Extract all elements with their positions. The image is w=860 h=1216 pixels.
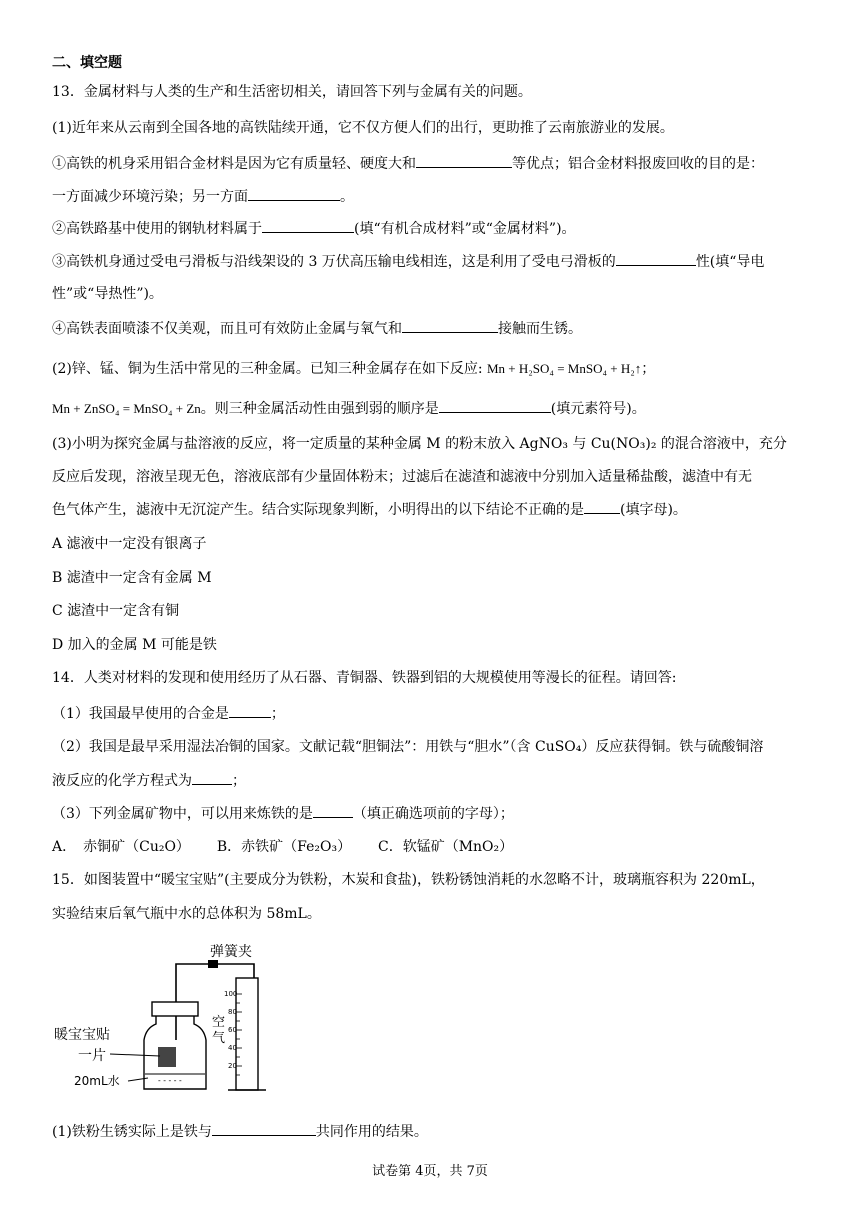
q13-item3-line2: 性”或“导热性”)。 — [52, 286, 163, 302]
experiment-apparatus-figure — [48, 944, 288, 1096]
reaction-equation-2: Mn + ZnSO₄ = MnSO₄ + Zn — [52, 401, 201, 416]
svg-text:60: 60 — [228, 1026, 237, 1034]
q14-option-b: B．赤铁矿（Fe₂O₃） — [216, 839, 352, 855]
q13-part3-line3: 色气体产生，滤液中无沉淀产生。结合实际现象判断，小明得出的以下结论不正确的是 (填字母)。 — [52, 499, 812, 520]
clamp-label: 弹簧夹 — [210, 944, 252, 960]
q14-part2-line1: （2）我国是最早采用湿法冶铜的国家。文献记载“胆铜法”：用铁与“胆水”（含 CuSO₄）反应获得铜。铁与硫酸铜溶 — [52, 739, 764, 755]
q13-option-c: C 滤渣中一定含有铜 — [52, 603, 180, 619]
q13-option-d: D 加入的金属 M 可能是铁 — [52, 637, 217, 653]
q14-part2-line2: 液反应的化学方程式为 ； — [52, 770, 812, 791]
q14-option-a: A． 赤铜矿（Cu₂O） — [52, 839, 190, 855]
water-label: 20mL水 — [74, 1074, 120, 1088]
svg-text:100: 100 — [224, 990, 238, 998]
q13-item1-line2: 一方面减少环境污染；另一方面 。 — [52, 186, 812, 207]
answer-blank[interactable] — [313, 803, 353, 818]
reaction-equation-1: Mn + H₂SO₄ = MnSO₄ + H₂↑ — [487, 361, 642, 376]
q14-options — [52, 837, 812, 857]
q13-item4: ④高铁表面喷漆不仅美观，而且可有效防止金属与氧气和 接触而生锈。 — [52, 318, 812, 339]
answer-blank[interactable] — [402, 318, 498, 333]
svg-text:20: 20 — [228, 1062, 237, 1070]
q13-part3-line1: (3)小明为探究金属与盐溶液的反应，将一定质量的某种金属 M 的粉末放入 AgNO₃ 与 Cu(NO₃)₂ 的混合溶液中，充分 — [52, 436, 787, 452]
answer-blank[interactable] — [584, 499, 620, 514]
q13-part2-line2: Mn + ZnSO₄ = MnSO₄ + Zn。则三种金属活动性由强到弱的顺序是 (填元素符号)。 — [52, 398, 812, 419]
answer-blank[interactable] — [212, 1121, 316, 1136]
air-label-2: 气 — [212, 1031, 226, 1046]
graduated-cylinder — [236, 978, 258, 1090]
bottle-stopper — [152, 1002, 198, 1016]
q14-option-c: C．软锰矿（MnO₂） — [377, 839, 514, 855]
q13-option-a: A 滤液中一定没有银离子 — [52, 536, 207, 552]
svg-text:40: 40 — [228, 1044, 237, 1052]
q13-part1-intro: (1)近年来从云南到全国各地的高铁陆续开通，它不仅方便人们的出行，更助推了云南旅游业的发展。 — [52, 120, 674, 136]
spring-clamp-icon — [208, 960, 218, 968]
q15-stem-line1: 15．如图装置中“暖宝宝贴”(主要成分为铁粉，木炭和食盐)，铁粉锈蚀消耗的水忽略不计，玻璃瓶容积为 220mL， — [52, 872, 765, 888]
q14-part3: （3）下列金属矿物中，可以用来炼铁的是 （填正确选项前的字母）； — [52, 803, 812, 824]
q13-stem: 13．金属材料与人类的生产和生活密切相关，请回答下列与金属有关的问题。 — [52, 84, 532, 100]
pad-label-2: 一片 — [78, 1048, 106, 1064]
answer-blank[interactable] — [439, 398, 551, 413]
air-label-1: 空 — [212, 1015, 226, 1030]
svg-text:- - - - -: - - - - - — [158, 1076, 182, 1085]
q15-part1: (1)铁粉生锈实际上是铁与 共同作用的结果。 — [52, 1121, 812, 1142]
answer-blank[interactable] — [416, 153, 512, 168]
answer-blank[interactable] — [248, 186, 340, 201]
q13-part3-line2: 反应后发现，溶液呈现无色，溶液底部有少量固体粉末；过滤后在滤渣和滤液中分别加入适量稀盐酸，滤渣中有无 — [52, 469, 752, 485]
section-title: 二、填空题 — [52, 55, 122, 71]
answer-blank[interactable] — [229, 703, 271, 718]
q14-part1: （1）我国最早使用的合金是 ； — [52, 703, 812, 724]
answer-blank[interactable] — [192, 770, 232, 785]
answer-blank[interactable] — [262, 218, 354, 233]
q13-item1-line1: ①高铁的机身采用铝合金材料是因为它有质量轻、硬度大和 等优点；铝合金材料报废回收的目的是： — [52, 153, 812, 174]
q14-stem: 14．人类对材料的发现和使用经历了从石器、青铜器、铁器到铝的大规模使用等漫长的征程。请回答: — [52, 670, 677, 686]
warmer-pad — [158, 1047, 176, 1067]
q15-stem-line2: 实验结束后氧气瓶中水的总体积为 58mL。 — [52, 906, 321, 922]
answer-blank[interactable] — [616, 251, 696, 266]
q13-option-b: B 滤渣中一定含有金属 M — [52, 570, 212, 586]
q13-item3-line1: ③高铁机身通过受电弓滑板与沿线架设的 3 万伏高压输电线相连，这是利用了受电弓滑板的 性(填“导电 — [52, 251, 812, 272]
q13-item2: ②高铁路基中使用的钢轨材料属于 (填“有机合成材料”或“金属材料”)。 — [52, 218, 812, 239]
page-footer: 试卷第 4页，共 7页 — [372, 1164, 488, 1179]
svg-text:80: 80 — [228, 1008, 237, 1016]
q13-part2-line1: (2)锌、锰、铜为生活中常见的三种金属。已知三种金属存在如下反应: Mn + H₂SO₄ = MnSO₄ + H₂↑； — [52, 361, 656, 377]
pad-label: 暖宝宝贴 — [54, 1027, 110, 1043]
